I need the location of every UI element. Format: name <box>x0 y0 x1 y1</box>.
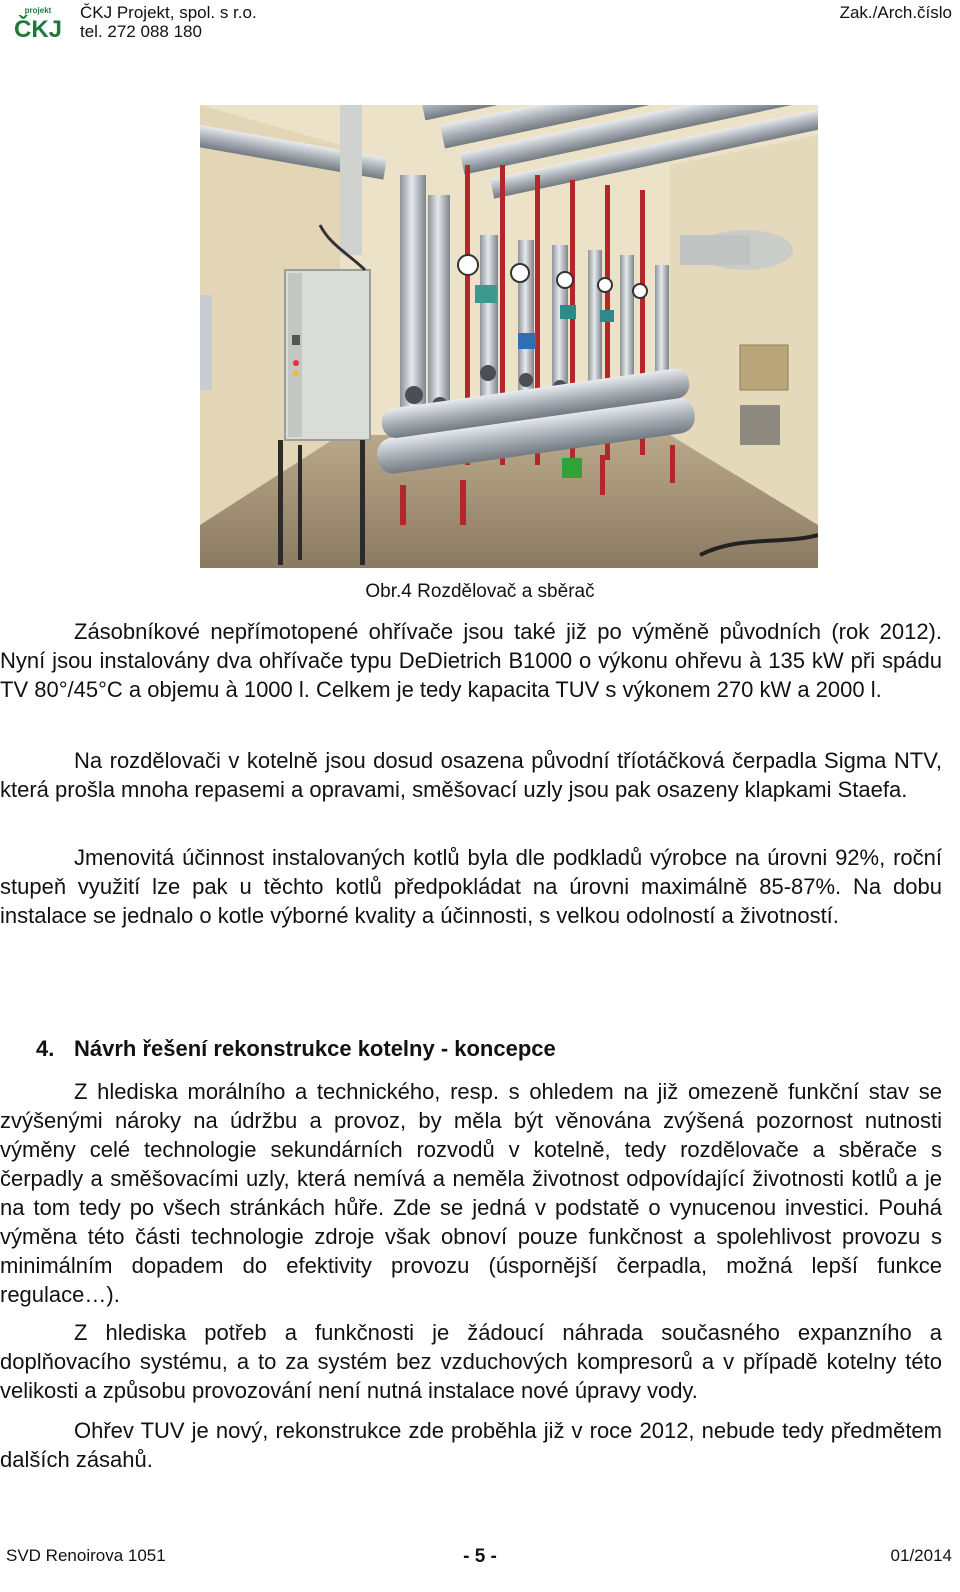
paragraph-text: Na rozdělovači v kotelně jsou dosud osazena původní tříotáčková čerpadla Sigma NTV, která prošla mnoha repasemi a opravami, směšovací uzly jsou pak osazeny klapkami Staefa. <box>0 748 942 802</box>
logo-text: ČKJ <box>13 16 63 40</box>
section-title: Návrh řešení rekonstrukce kotelny - koncepce <box>74 1036 556 1061</box>
paragraph-efficiency <box>0 843 942 930</box>
paragraph-tuv <box>0 1416 942 1474</box>
section-heading <box>36 1036 556 1062</box>
paragraph-text: Zásobníkové nepřímotopené ohřívače jsou také již po výměně původních (rok 2012). Nyní jsou instalovány dva ohřívače typu DeDietrich B1000 o výkonu ohřevu à 135 kW při spádu TV 80°/45°C a objemu à 1000 l. Celkem je tedy kapacita TUV s výkonem 270 kW a 2000 l. <box>0 619 942 702</box>
footer-date: 01/2014 <box>890 1546 952 1565</box>
boiler-room-photo <box>200 105 818 568</box>
logo-sub-text: projekt <box>24 6 52 15</box>
section-number: 4. <box>36 1036 55 1061</box>
paragraph-distributor <box>0 746 942 804</box>
paragraph-text: Ohřev TUV je nový, rekonstrukce zde proběhla již v roce 2012, nebude tedy předmětem dalších zásahů. <box>0 1418 942 1472</box>
paragraph-heaters <box>0 617 942 704</box>
paragraph-moral-technical <box>0 1077 942 1309</box>
footer-project: SVD Renoirova 1051 <box>6 1546 166 1565</box>
header-phone: tel. 272 088 180 <box>80 22 202 41</box>
company-logo <box>12 4 64 40</box>
paragraph-expansion <box>0 1318 942 1405</box>
paragraph-text: Jmenovitá účinnost instalovaných kotlů byla dle podkladů výrobce na úrovni 92%, roční stupeň využití lze pak u těchto kotlů předpokládat na úrovni maximálně 85-87%. Na dobu instalace se jednalo o kotle výborné kvality a účinnosti, s velkou odolností a životností. <box>0 845 942 928</box>
footer-page-number: - 5 - <box>463 1546 497 1567</box>
figure-caption: Obr.4 Rozdělovač a sběrač <box>365 581 595 602</box>
paragraph-text: Z hlediska potřeb a funkčnosti je žádoucí náhrada současného expanzního a doplňovacího systému, a to za systém bez vzduchových kompresorů a v případě kotelny této velikosti a způsobu provozování není nutná instalace nové úpravy vody. <box>0 1320 942 1403</box>
header-archive-number: Zak./Arch.číslo <box>839 3 952 22</box>
paragraph-text: Z hlediska morálního a technického, resp. s ohledem na již omezeně funkční stav se zvýšenými nároky na údržbu a provoz, by měla být věnována zvýšená pozornost nutnosti výměny celé technologie sekundárních rozvodů v kotelně, tedy rozdělovače a sběrače s čerpadly a směšovacími uzly, která nemívá a neměla životnost odpovídající životnosti kotlů a je na tom tedy po všech stránkách hůře. Zde se jedná v podstatě o vynucenou investici. Pouhá výměna této části technologie zdroje však obnoví pouze funkčnost a spolehlivost provozu s minimálním dopadem do efektivity provozu (úspornější čerpadla, možná lepší funkce regulace…). <box>0 1079 942 1307</box>
header-company: ČKJ Projekt, spol. s r.o. <box>80 3 257 22</box>
